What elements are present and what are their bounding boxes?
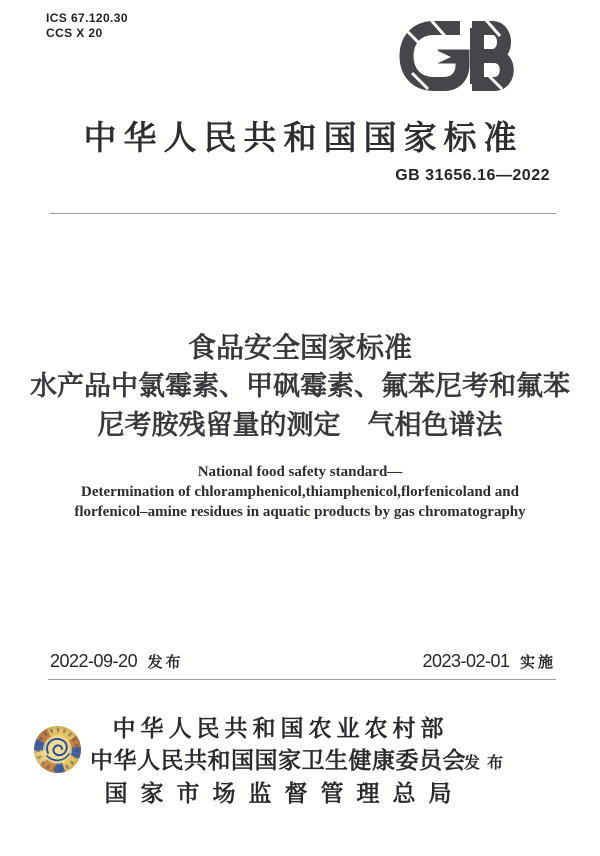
publisher-health-commission: 中华人民共和国国家卫生健康委员会: [90, 748, 466, 773]
implementation-date-label: 实施: [519, 654, 556, 671]
title-cn-line2: 水产品中氯霉素、甲砜霉素、氟苯尼考和氟苯: [30, 371, 570, 401]
title-en-line2: Determination of chloramphenicol,thiamphenicol,florfenicoland and: [81, 484, 519, 500]
implementation-date: [422, 651, 556, 672]
header-divider: [50, 213, 556, 214]
publish-label: 发布: [464, 755, 511, 772]
issue-date-label: 发布: [147, 654, 184, 671]
issue-date: [50, 651, 184, 672]
publisher-ministry-agriculture: 中华人民共和国农业农村部: [112, 716, 449, 741]
ics-code: ICS 67.120.30: [46, 11, 128, 25]
title-english: [0, 462, 600, 522]
standard-number: GB 31656.16—2022: [395, 167, 550, 184]
footer-divider: [48, 679, 556, 680]
title-chinese: [0, 328, 600, 445]
implementation-date-value: 2023-02-01: [422, 651, 510, 671]
ccs-code: CCS X 20: [46, 26, 103, 40]
title-en-line3: florfenicol–amine residues in aquatic products by gas chromatography: [74, 504, 526, 520]
title-cn-line1: 食品安全国家标准: [187, 332, 412, 363]
title-cn-line3: 尼考胺残留量的测定 气相色谱法: [97, 410, 503, 440]
title-en-line1: National food safety standard—: [197, 464, 403, 480]
standard-name-cn: 中华人民共和国国家标准: [83, 119, 524, 156]
gb-logo-icon: [398, 20, 522, 92]
publisher-market-regulation: 国家市场监督管理总局: [104, 781, 465, 806]
classification-codes: [46, 11, 128, 41]
dates-row: [50, 651, 556, 672]
issue-date-value: 2022-09-20: [50, 651, 138, 671]
